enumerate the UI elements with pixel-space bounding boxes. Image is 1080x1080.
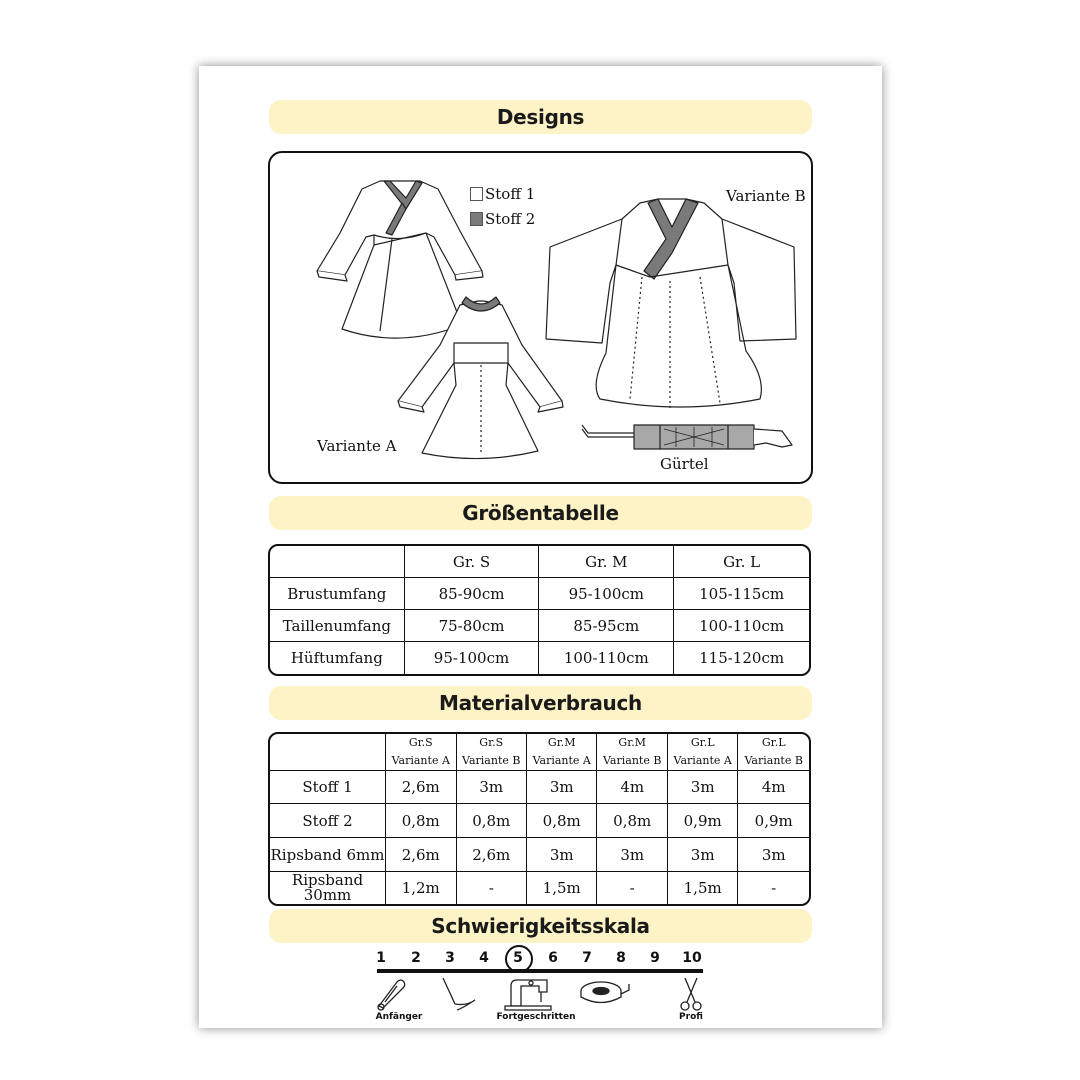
caption-advanced: Fortgeschritten [496, 1012, 576, 1022]
scale-number: 3 [445, 950, 455, 966]
header-variant: Variante A [673, 754, 732, 767]
header-variant: Variante B [603, 754, 662, 767]
size-cell: 100-110cm [674, 610, 809, 642]
material-table-corner [270, 734, 386, 771]
size-header-m: Gr. M [539, 546, 674, 578]
scale-number: 9 [650, 950, 660, 966]
row-label: Hüftumfang [270, 642, 405, 674]
table-row [270, 804, 809, 838]
material-cell: 1,2m [386, 872, 456, 904]
header-size: Gr.M [547, 736, 576, 749]
material-cell: 2,6m [457, 838, 527, 872]
difficulty-icons [371, 976, 711, 1012]
material-cell: 0,9m [668, 804, 738, 838]
legend-stoff-1-label: Stoff 1 [485, 185, 536, 203]
legend-stoff-1 [470, 185, 535, 203]
size-cell: 115-120cm [699, 649, 785, 667]
belt-drawing [582, 425, 792, 449]
row-label: Taillenumfang [270, 610, 405, 642]
material-header [738, 734, 809, 771]
scissors-icon [681, 978, 701, 1010]
material-cell: 3m [597, 838, 667, 872]
table-row [270, 771, 809, 804]
row-label: Brustumfang [270, 578, 405, 610]
header-variant: Variante A [532, 754, 591, 767]
header-size: Gr.M [618, 736, 647, 749]
table-row [270, 642, 809, 674]
material-header [457, 734, 527, 771]
scale-number: 10 [682, 950, 702, 966]
material-heading: Materialverbrauch [269, 686, 812, 720]
material-cell: 4m [738, 771, 809, 804]
size-table-heading: Größentabelle [269, 496, 812, 530]
material-cell: 1,5m [668, 872, 738, 904]
size-header-s: Gr. S [405, 546, 540, 578]
sewing-machine-icon [505, 980, 551, 1010]
material-cell: 4m [597, 771, 667, 804]
size-table [268, 544, 811, 676]
material-cell: 2,6m [386, 771, 456, 804]
needle-thread-icon [443, 978, 475, 1010]
material-header [386, 734, 456, 771]
material-cell: - [457, 872, 527, 904]
pattern-info-sheet [199, 66, 882, 1028]
material-header [527, 734, 597, 771]
scale-number: 1 [376, 950, 386, 966]
swatch-stoff-2 [470, 212, 483, 226]
row-label: Ripsband 30mm [270, 872, 386, 904]
difficulty-heading: Schwierigkeitsskala [269, 909, 812, 943]
table-row [270, 872, 809, 904]
header-size: Gr.S [408, 736, 433, 749]
material-cell: - [597, 872, 667, 904]
header-variant: Variante A [391, 754, 450, 767]
row-label: Stoff 1 [270, 771, 386, 804]
swatch-stoff-1 [470, 187, 483, 201]
table-row [270, 610, 809, 642]
caption-beginner: Anfänger [375, 1012, 423, 1022]
size-cell: 100-110cm [539, 642, 674, 674]
material-cell: 3m [457, 771, 527, 804]
material-cell: 3m [668, 838, 738, 872]
row-label: Ripsband 6mm [270, 838, 386, 872]
material-cell: 3m [738, 838, 809, 872]
variant-a-label: Variante A [317, 437, 397, 455]
row-label: Stoff 2 [270, 804, 386, 838]
material-cell: 0,8m [527, 804, 597, 838]
header-variant: Variante B [744, 754, 803, 767]
material-cell: 0,8m [597, 804, 667, 838]
size-cell: 85-90cm [405, 578, 540, 610]
variant-b-drawing [546, 199, 796, 409]
scale-number: 5 [513, 950, 523, 966]
scale-number: 7 [582, 950, 592, 966]
size-cell: 85-95cm [539, 610, 674, 642]
material-header [668, 734, 738, 771]
material-cell: 0,8m [457, 804, 527, 838]
material-cell: 3m [668, 771, 738, 804]
table-row [270, 578, 809, 610]
material-cell: 0,9m [738, 804, 809, 838]
safety-pin-icon [378, 980, 405, 1010]
size-cell: 105-115cm [674, 578, 809, 610]
material-cell: 3m [527, 771, 597, 804]
material-cell: 0,8m [386, 804, 456, 838]
scale-number: 2 [411, 950, 421, 966]
legend-stoff-2 [470, 210, 535, 228]
scale-number: 6 [548, 950, 558, 966]
material-table [268, 732, 811, 906]
header-variant: Variante B [462, 754, 521, 767]
material-header-row [270, 734, 809, 771]
material-cell: 3m [527, 838, 597, 872]
legend-stoff-2-label: Stoff 2 [485, 210, 536, 228]
table-row [270, 838, 809, 872]
material-cell: 2,6m [386, 838, 456, 872]
header-size: Gr.L [690, 736, 715, 749]
scale-number: 4 [479, 950, 489, 966]
variant-b-label: Variante B [726, 187, 806, 205]
material-cell: 1,5m [527, 872, 597, 904]
size-cell: 75-80cm [405, 610, 540, 642]
material-cell: - [771, 879, 777, 897]
header-size: Gr.L [761, 736, 786, 749]
size-table-corner [270, 546, 405, 578]
size-table-header-row [270, 546, 809, 578]
designs-panel [268, 151, 813, 484]
size-header-l: Gr. L [674, 546, 809, 578]
size-cell: 95-100cm [539, 578, 674, 610]
material-header [597, 734, 667, 771]
header-size: Gr.S [479, 736, 504, 749]
caption-pro: Profi [679, 1012, 703, 1022]
size-cell: 95-100cm [405, 642, 540, 674]
measuring-tape-icon [581, 982, 629, 1003]
belt-label: Gürtel [660, 455, 709, 473]
scale-bar [377, 969, 703, 973]
scale-number: 8 [616, 950, 626, 966]
difficulty-scale [371, 950, 711, 1020]
designs-heading: Designs [269, 100, 812, 134]
